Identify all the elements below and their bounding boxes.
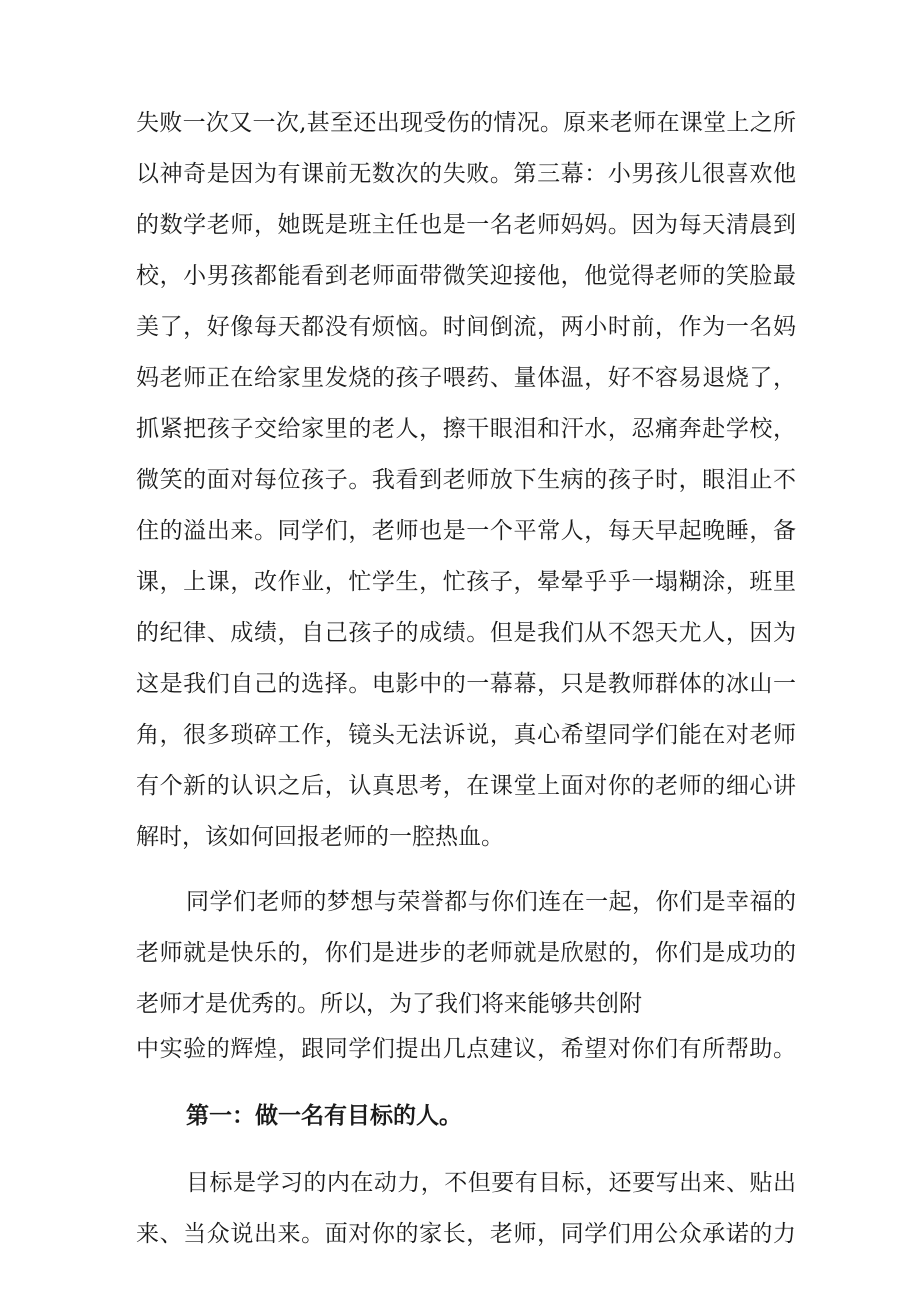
paragraph-1-line-10: 课，上课，改作业，忙学生，忙孩子，晕晕乎乎一塌糊涂，班里 bbox=[136, 569, 796, 595]
paragraph-1-line-2: 以神奇是因为有课前无数次的失败。第三幕：小男孩儿很喜欢他 bbox=[136, 161, 796, 187]
paragraph-1-line-5: 美了，好像每天都没有烦恼。时间倒流，两小时前，作为一名妈 bbox=[136, 314, 796, 340]
paragraph-1-line-11: 的纪律、成绩，自己孩子的成绩。但是我们从不怨天尤人，因为 bbox=[136, 620, 796, 646]
paragraph-1-line-6: 妈老师正在给家里发烧的孩子喂药、量体温，好不容易退烧了， bbox=[136, 365, 796, 391]
paragraph-1-line-4: 校，小男孩都能看到老师面带微笑迎接他，他觉得老师的笑脸最 bbox=[136, 263, 796, 289]
paragraph-1-line-8: 微笑的面对每位孩子。我看到老师放下生病的孩子时，眼泪止不 bbox=[136, 467, 796, 493]
paragraph-3-line-2: 来、当众说出来。面对你的家长，老师，同学们用公众承诺的力 bbox=[136, 1221, 796, 1247]
paragraph-2-line-2: 老师就是快乐的，你们是进步的老师就是欣慰的，你们是成功的 bbox=[136, 940, 796, 966]
section-heading: 第一：做一名有目标的人。 bbox=[186, 1103, 462, 1129]
paragraph-1-line-12: 这是我们自己的选择。电影中的一幕幕，只是教师群体的冰山一 bbox=[136, 671, 796, 697]
paragraph-2-line-1: 同学们老师的梦想与荣誉都与你们连在一起，你们是幸福的 bbox=[186, 889, 796, 915]
paragraph-2-line-4: 中实验的辉煌，跟同学们提出几点建议，希望对你们有所帮助。 bbox=[136, 1036, 796, 1062]
paragraph-1-line-15: 解时，该如何回报老师的一腔热血。 bbox=[136, 824, 504, 850]
paragraph-3-line-1: 目标是学习的内在动力，不但要有目标，还要写出来、贴出 bbox=[186, 1170, 796, 1196]
paragraph-1-line-7: 抓紧把孩子交给家里的老人，擦干眼泪和汗水，忍痛奔赴学校， bbox=[136, 416, 796, 442]
paragraph-1-line-9: 住的溢出来。同学们，老师也是一个平常人，每天早起晚睡，备 bbox=[136, 518, 796, 544]
paragraph-1-line-14: 有个新的认识之后，认真思考，在课堂上面对你的老师的细心讲 bbox=[136, 773, 796, 799]
paragraph-1-line-13: 角，很多琐碎工作，镜头无法诉说，真心希望同学们能在对老师 bbox=[136, 722, 796, 748]
paragraph-1-line-3: 的数学老师，她既是班主任也是一名老师妈妈。因为每天清晨到 bbox=[136, 212, 796, 238]
paragraph-2-line-3: 老师才是优秀的。所以，为了我们将来能够共创附 bbox=[136, 991, 642, 1017]
paragraph-1-line-1: 失败一次又一次,甚至还出现受伤的情况。原来老师在课堂上之所 bbox=[136, 110, 796, 136]
